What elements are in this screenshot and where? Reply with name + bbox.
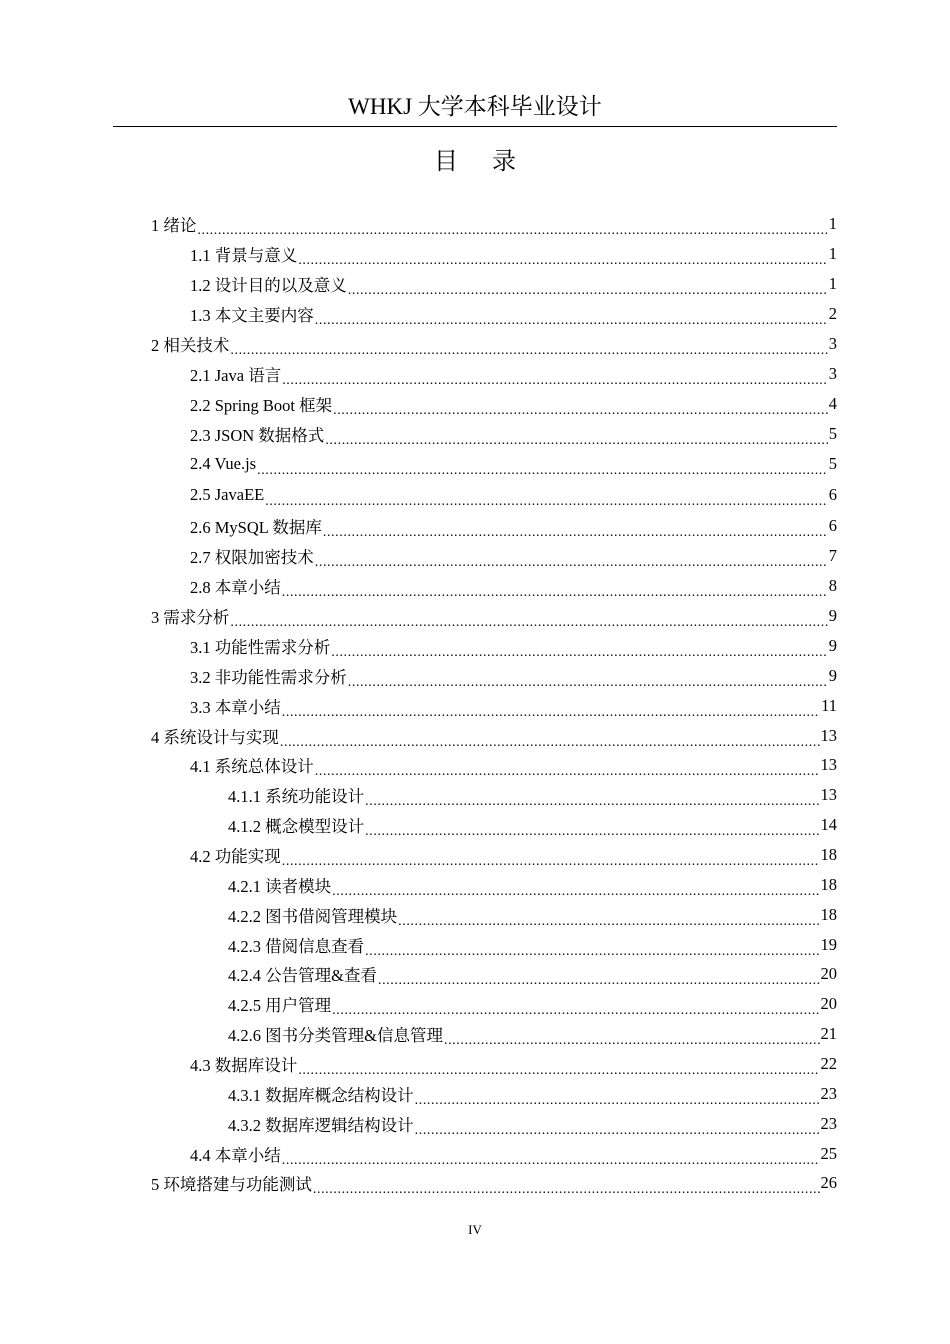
toc-entry[interactable]: [228, 989, 837, 1019]
page-number: IV: [468, 1222, 482, 1237]
toc-dot-leader: [230, 611, 827, 631]
toc-dot-leader: [282, 369, 828, 389]
toc-entry-label: 4.2.1 读者模块: [228, 877, 332, 896]
header-rule: [113, 126, 837, 127]
toc-entry[interactable]: [190, 511, 837, 541]
toc-entry-page: 25: [820, 1144, 837, 1163]
toc-entry-label: 1 绪论: [151, 216, 197, 235]
toc-entry-page: 13: [820, 785, 837, 804]
toc-entry-page: 19: [820, 935, 837, 954]
toc-entry[interactable]: [190, 541, 837, 571]
toc-entry[interactable]: [228, 810, 837, 840]
toc-entry[interactable]: [190, 359, 837, 389]
toc-dot-leader: [332, 880, 819, 900]
toc-entry-label: 3.3 本章小结: [190, 698, 281, 717]
toc-entry[interactable]: [190, 449, 837, 479]
toc-entry-label: 4.2 功能实现: [190, 847, 281, 866]
toc-entry-page: 6: [828, 516, 837, 535]
toc-entry-label: 4.1.1 系统功能设计: [228, 787, 365, 806]
toc-entry[interactable]: [190, 269, 837, 299]
toc-entry-label: 4.3.1 数据库概念结构设计: [228, 1086, 414, 1105]
toc-entry-page: 18: [820, 875, 837, 894]
toc-dot-leader: [365, 820, 819, 840]
toc-entry-page: 20: [820, 964, 837, 983]
toc-entry-label: 2.8 本章小结: [190, 578, 281, 597]
toc-dot-leader: [197, 219, 827, 239]
toc-dot-leader: [298, 249, 828, 269]
toc-entry-page: 9: [828, 606, 837, 625]
toc-dot-leader: [282, 850, 820, 870]
toc-entry-label: 4.2.3 借阅信息查看: [228, 937, 365, 956]
toc-entry-label: 1.2 设计目的以及意义: [190, 276, 347, 295]
toc-entry-page: 22: [820, 1054, 837, 1073]
toc-dot-leader: [332, 999, 819, 1019]
toc-dot-leader: [444, 1029, 820, 1049]
toc-entry-label: 4.1.2 概念模型设计: [228, 817, 365, 836]
toc-entry[interactable]: [228, 930, 837, 960]
toc-entry-page: 1: [828, 214, 837, 233]
toc-entry-label: 2 相关技术: [151, 336, 230, 355]
toc-entry-label: 1.3 本文主要内容: [190, 306, 314, 325]
toc-entry-label: 3.2 非功能性需求分析: [190, 668, 347, 687]
toc-dot-leader: [282, 1149, 820, 1169]
toc-entry[interactable]: [190, 419, 837, 449]
toc-entry[interactable]: [151, 601, 837, 631]
toc-entry[interactable]: [151, 721, 837, 751]
toc-entry-label: 2.1 Java 语言: [190, 366, 282, 385]
toc-entry-label: 2.6 MySQL 数据库: [190, 518, 322, 537]
toc-entry-page: 4: [828, 394, 837, 413]
toc-dot-leader: [348, 671, 828, 691]
toc-entry[interactable]: [190, 750, 837, 780]
toc-dot-leader: [325, 429, 827, 449]
toc-dot-leader: [280, 731, 820, 751]
toc-entry-page: 11: [821, 696, 837, 715]
toc-entry-page: 5: [828, 424, 837, 443]
toc-dot-leader: [315, 309, 828, 329]
toc-entry-page: 13: [820, 755, 837, 774]
toc-entry-label: 2.4 Vue.js: [190, 454, 257, 473]
toc-entry-label: 4.2.4 公告管理&查看: [228, 966, 377, 985]
toc-entry[interactable]: [151, 329, 837, 359]
toc-entry-page: 1: [828, 244, 837, 263]
toc-entry-label: 4.3 数据库设计: [190, 1056, 298, 1075]
toc-dot-leader: [415, 1089, 820, 1109]
toc-entry-label: 4.4 本章小结: [190, 1146, 281, 1165]
toc-dot-leader: [331, 641, 828, 661]
toc-dot-leader: [313, 1178, 820, 1198]
toc-entry[interactable]: [151, 1168, 837, 1198]
toc-entry-label: 3.1 功能性需求分析: [190, 638, 331, 657]
toc-entry[interactable]: [190, 299, 837, 329]
toc-entry[interactable]: [190, 239, 837, 269]
toc-entry-label: 4.2.2 图书借阅管理模块: [228, 907, 398, 926]
toc-entry-page: 23: [820, 1084, 837, 1103]
toc-dot-leader: [298, 1059, 819, 1079]
toc-entry[interactable]: [151, 209, 837, 239]
toc-entry[interactable]: [190, 840, 837, 870]
toc-entry-label: 2.7 权限加密技术: [190, 548, 314, 567]
toc-dot-leader: [323, 521, 828, 541]
toc-entry[interactable]: [228, 1079, 837, 1109]
toc-entry-page: 6: [828, 485, 837, 504]
toc-entry[interactable]: [190, 1139, 837, 1169]
toc-entry-page: 21: [820, 1024, 837, 1043]
toc-entry-page: 13: [820, 726, 837, 745]
toc-entry-page: 5: [828, 454, 837, 473]
toc-entry[interactable]: [228, 1019, 837, 1049]
toc-dot-leader: [257, 459, 828, 479]
toc-dot-leader: [378, 969, 820, 989]
toc-entry-page: 18: [820, 905, 837, 924]
toc-entry[interactable]: [190, 480, 837, 510]
toc-entry[interactable]: [228, 1109, 837, 1139]
toc-entry[interactable]: [190, 661, 837, 691]
toc-entry[interactable]: [190, 691, 837, 721]
toc-entry[interactable]: [228, 780, 837, 810]
toc-entry-label: 4.3.2 数据库逻辑结构设计: [228, 1116, 414, 1135]
toc-dot-leader: [415, 1119, 820, 1139]
toc-dot-leader: [265, 490, 828, 510]
toc-entry-page: 23: [820, 1114, 837, 1133]
toc-entry[interactable]: [228, 870, 837, 900]
toc-entry-page: 9: [828, 636, 837, 655]
toc-entry[interactable]: [228, 959, 837, 989]
toc-entry-page: 3: [828, 364, 837, 383]
toc-entry-label: 5 环境搭建与功能测试: [151, 1175, 312, 1194]
toc-entry-page: 9: [828, 666, 837, 685]
toc-entry[interactable]: [228, 900, 837, 930]
toc-dot-leader: [333, 399, 828, 419]
toc-entry-page: 3: [828, 334, 837, 353]
toc-dot-leader: [398, 910, 819, 930]
toc-entry[interactable]: [190, 571, 837, 601]
toc-dot-leader: [282, 701, 820, 721]
toc-entry-page: 18: [820, 845, 837, 864]
toc-entry-label: 2.3 JSON 数据格式: [190, 426, 325, 445]
toc-entry[interactable]: [190, 1049, 837, 1079]
toc-dot-leader: [282, 581, 828, 601]
toc-dot-leader: [348, 279, 828, 299]
toc-entry-label: 4 系统设计与实现: [151, 728, 279, 747]
toc-dot-leader: [315, 551, 828, 571]
toc-entry-label: 4.2.5 用户管理: [228, 996, 332, 1015]
toc-entry[interactable]: [190, 631, 837, 661]
toc-entry-label: 2.5 JavaEE: [190, 485, 265, 504]
toc-entry-page: 2: [828, 304, 837, 323]
toc-entry-label: 2.2 Spring Boot 框架: [190, 396, 333, 415]
toc-title: 目录: [434, 149, 550, 175]
page-header: WHKJ 大学本科毕业设计: [348, 94, 602, 119]
toc-dot-leader: [365, 940, 819, 960]
toc-dot-leader: [315, 760, 820, 780]
toc-entry-page: 20: [820, 994, 837, 1013]
toc-entry-page: 26: [820, 1173, 837, 1192]
toc-entry-label: 3 需求分析: [151, 608, 230, 627]
toc-entry-label: 4.2.6 图书分类管理&信息管理: [228, 1026, 443, 1045]
toc-entry-page: 1: [828, 274, 837, 293]
toc-entry-page: 14: [820, 815, 837, 834]
toc-entry-label: 1.1 背景与意义: [190, 246, 298, 265]
toc-entry-page: 7: [828, 546, 837, 565]
toc-entry-label: 4.1 系统总体设计: [190, 757, 314, 776]
toc-dot-leader: [230, 339, 827, 359]
toc-entry[interactable]: [190, 389, 837, 419]
toc-entry-page: 8: [828, 576, 837, 595]
toc-dot-leader: [365, 790, 819, 810]
